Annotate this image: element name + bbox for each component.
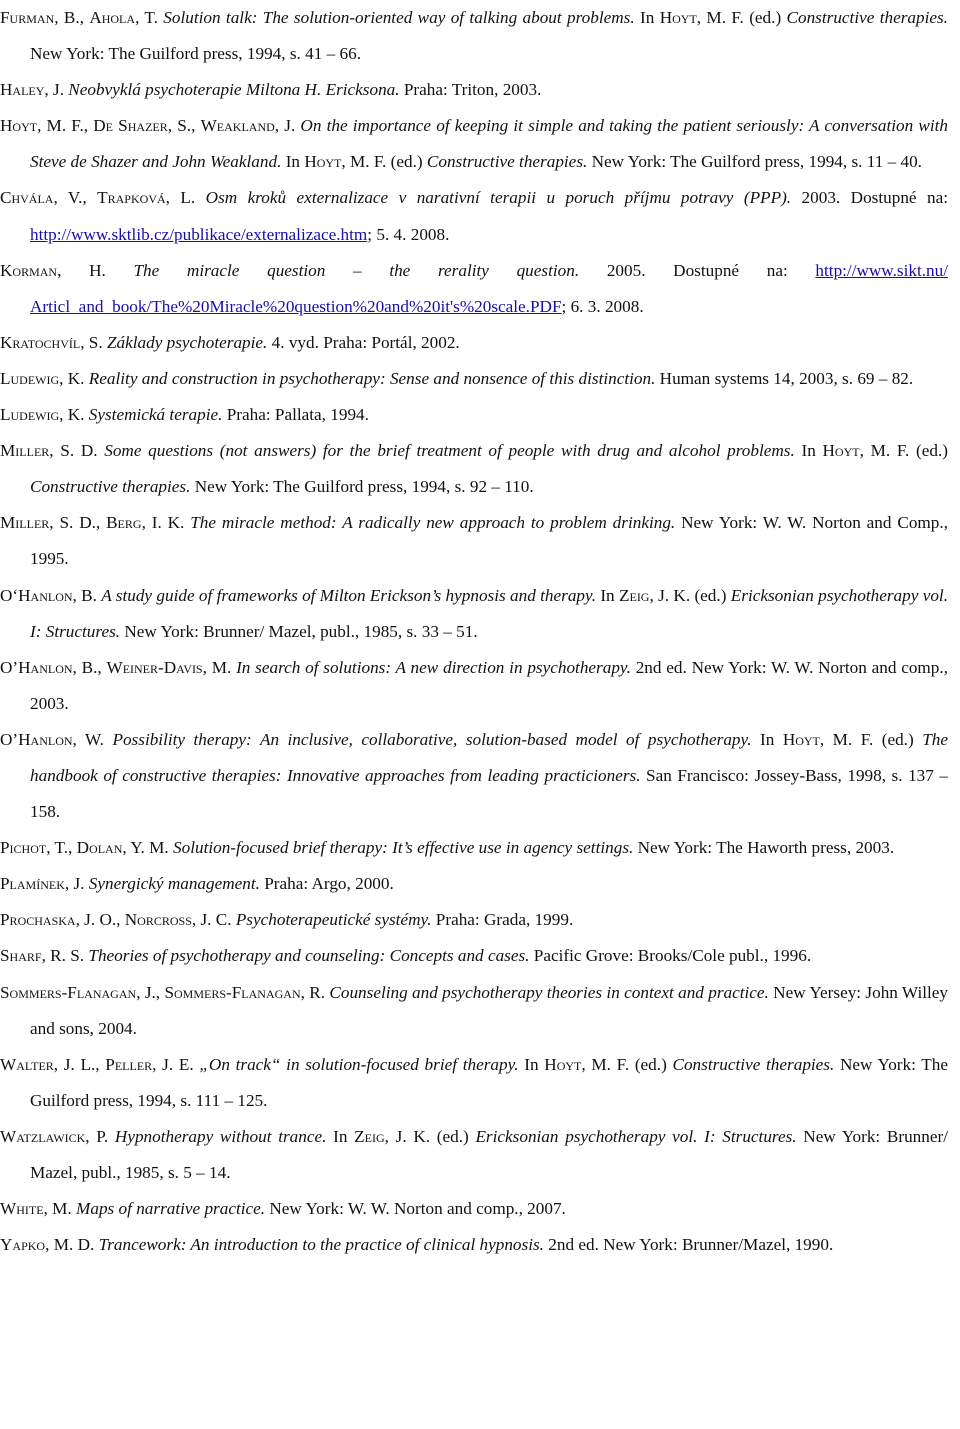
- reference-text: 4. vyd. Praha: Portál, 2002.: [267, 332, 460, 352]
- reference-text: , K.: [59, 405, 89, 425]
- reference-text: In: [751, 729, 783, 749]
- work-title: A study guide of frameworks of Milton Erickson’s hypnosis and therapy.: [101, 585, 596, 605]
- work-title: Trancework: An introduction to the practice of clinical hypnosis.: [98, 1235, 544, 1255]
- author-name: Weakland: [200, 116, 275, 136]
- author-name: Ludewig: [0, 368, 60, 388]
- reference-text: , J.: [64, 874, 89, 894]
- reference-entry: [0, 830, 948, 866]
- reference-text: , H.: [57, 260, 134, 280]
- author-name: Hoyt: [544, 1054, 582, 1074]
- work-title: Ericksonian psychotherapy vol. I: Structures.: [30, 585, 948, 641]
- reference-text: In: [634, 8, 660, 27]
- reference-entry: [0, 361, 948, 397]
- reference-text: , S. D.: [49, 441, 105, 461]
- author-name: Zeig: [618, 585, 650, 605]
- reference-text: , M. F.,: [37, 116, 94, 136]
- reference-text: 2nd ed. New York: W. W. Norton and comp., 2003.: [30, 657, 948, 713]
- work-title: Maps of narrative practice.: [76, 1199, 266, 1219]
- reference-text: , V.,: [53, 188, 98, 208]
- reference-text: New York: W. W. Norton and comp., 2007.: [265, 1199, 566, 1219]
- author-name: Chvála: [0, 188, 54, 208]
- author-name: Sommers-Flanagan: [164, 982, 301, 1002]
- reference-text: , B.,: [54, 8, 90, 27]
- reference-text: , Y. M.: [122, 838, 174, 858]
- reference-text: , J. C.: [191, 910, 236, 930]
- author-name: Miller: [0, 513, 50, 533]
- reference-entry: [0, 866, 948, 902]
- reference-text: , J. L.,: [53, 1054, 106, 1074]
- reference-entry: [0, 975, 948, 1047]
- author-name: Dolan: [76, 838, 123, 858]
- reference-text: New Yersey: John Willey and sons, 2004.: [30, 982, 948, 1038]
- reference-text: In: [326, 1126, 355, 1146]
- author-name: White: [0, 1199, 44, 1219]
- reference-entry: [0, 1047, 948, 1119]
- author-name: Pichot: [0, 838, 47, 858]
- reference-entry: [0, 650, 948, 722]
- work-title: In search of solutions: A new direction in psychotherapy.: [236, 657, 631, 677]
- reference-entry: [0, 253, 948, 325]
- reference-text: , J. K. (ed.): [384, 1126, 476, 1146]
- author-name: Walter: [0, 1054, 54, 1074]
- reference-entry: [0, 902, 948, 938]
- reference-entry: [0, 1227, 948, 1263]
- work-title: Constructive therapies.: [672, 1054, 835, 1074]
- author-name: Hoyt: [0, 116, 38, 136]
- author-name: Hoyt: [659, 8, 697, 27]
- reference-entry: [0, 325, 948, 361]
- author-name: Hoyt: [304, 152, 342, 172]
- author-name: O’Hanlon: [0, 657, 73, 677]
- reference-text: , M. F. (ed.): [819, 729, 923, 749]
- reference-entry: [0, 1191, 948, 1227]
- work-title: Systemická terapie.: [88, 405, 223, 425]
- author-name: Sommers-Flanagan: [0, 982, 137, 1002]
- author-name: Plamínek: [0, 874, 65, 894]
- reference-text: In: [794, 441, 823, 461]
- reference-text: ; 6. 3. 2008.: [561, 296, 644, 316]
- reference-entry: [0, 108, 948, 180]
- reference-text: , M. F. (ed.): [341, 152, 427, 172]
- work-title: Osm kroků externalizace v narativní terapii u poruch příjmu potravy (PPP).: [205, 188, 792, 208]
- reference-text: Praha: Triton, 2003.: [399, 80, 542, 100]
- author-name: O’Hanlon: [0, 729, 73, 749]
- author-name: Watzlawick: [0, 1126, 86, 1146]
- reference-text: 2nd ed. New York: Brunner/Mazel, 1990.: [543, 1235, 834, 1255]
- author-name: Miller: [0, 441, 50, 461]
- reference-text: New York: The Guilford press, 1994, s. 41 – 66.: [30, 44, 362, 64]
- author-name: Ludewig: [0, 405, 60, 425]
- reference-text: New York: W. W. Norton and Comp., 1995.: [30, 513, 948, 569]
- author-name: O‘Hanlon: [0, 585, 73, 605]
- work-title: The handbook of constructive therapies: Innovative approaches from leading practicioners.: [30, 729, 948, 785]
- reference-entry: [0, 180, 948, 252]
- author-name: Kratochvíl: [0, 332, 81, 352]
- reference-text: New York: Brunner/ Mazel, publ., 1985, s. 33 – 51.: [120, 621, 478, 641]
- author-name: Ahola: [89, 8, 136, 27]
- reference-link[interactable]: http://www.sktlib.cz/publikace/externalizace.htm: [30, 224, 368, 244]
- work-title: Constructive therapies.: [426, 152, 588, 172]
- reference-text: Pacific Grove: Brooks/Cole publ., 1996.: [529, 946, 812, 966]
- author-name: Trapková: [97, 188, 166, 208]
- work-title: Reality and construction in psychotherapy: Sense and nonsence of this distinction.: [88, 368, 656, 388]
- work-title: Possibility therapy: An inclusive, collaborative, solution-based model of psychotherapy.: [112, 729, 752, 749]
- author-name: Yapko: [0, 1235, 46, 1255]
- reference-text: , J.: [274, 116, 301, 136]
- author-name: De Shazer: [93, 116, 168, 136]
- reference-text: , K.: [59, 368, 89, 388]
- reference-text: In: [281, 152, 305, 172]
- work-title: Základy psychoterapie.: [106, 332, 268, 352]
- work-title: Solution talk: The solution-oriented way of talking about problems.: [163, 8, 635, 27]
- reference-text: New York: The Haworth press, 2003.: [633, 838, 895, 858]
- reference-text: , W.: [72, 729, 113, 749]
- reference-text: , M.: [43, 1199, 77, 1219]
- reference-text: , M. F. (ed.): [859, 441, 948, 461]
- work-title: The miracle method: A radically new approach to problem drinking.: [190, 513, 676, 533]
- reference-text: , M.: [202, 657, 237, 677]
- work-title: Ericksonian psychotherapy vol. I: Structures.: [475, 1126, 797, 1146]
- author-name: Peller: [105, 1054, 153, 1074]
- reference-text: , P.: [85, 1126, 115, 1146]
- reference-text: , I. K.: [141, 513, 191, 533]
- author-name: Sharf: [0, 946, 42, 966]
- reference-text: In: [596, 585, 619, 605]
- work-title: Theories of psychotherapy and counseling: Concepts and cases.: [88, 946, 530, 966]
- reference-text: , S. D.,: [49, 513, 107, 533]
- reference-text: , J. K. (ed.): [649, 585, 731, 605]
- work-title: Solution-focused brief therapy: It’s effective use in agency settings.: [173, 838, 634, 858]
- author-name: Weiner-Davis: [106, 657, 203, 677]
- reference-text: , B.,: [72, 657, 107, 677]
- reference-entry: [0, 433, 948, 505]
- reference-text: , T.: [135, 8, 164, 27]
- author-name: Prochaska: [0, 910, 76, 930]
- reference-entry: [0, 578, 948, 650]
- reference-text: Praha: Grada, 1999.: [431, 910, 574, 930]
- reference-text: , M. F. (ed.): [696, 8, 787, 27]
- author-name: Korman: [0, 260, 58, 280]
- author-name: Haley: [0, 80, 45, 100]
- work-title: Counseling and psychotherapy theories in context and practice.: [329, 982, 769, 1002]
- work-title: „On track“ in solution-focused brief therapy.: [199, 1054, 519, 1074]
- reference-text: Human systems 14, 2003, s. 69 – 82.: [655, 368, 914, 388]
- reference-entry: [0, 722, 948, 830]
- reference-text: In: [518, 1054, 545, 1074]
- reference-text: , J.: [44, 80, 69, 100]
- reference-text: New York: Brunner/ Mazel, publ., 1985, s. 5 – 14.: [30, 1126, 948, 1182]
- reference-text: ; 5. 4. 2008.: [367, 224, 450, 244]
- reference-text: New York: The Guilford press, 1994, s. 92 – 110.: [190, 477, 534, 497]
- work-title: Neobvyklá psychoterapie Miltona H. Ericksona.: [68, 80, 400, 100]
- reference-text: San Francisco: Jossey-Bass, 1998, s. 137 – 158.: [30, 765, 948, 822]
- reference-text: , S.,: [167, 116, 201, 136]
- author-name: Furman: [0, 8, 55, 27]
- work-title: On the importance of keeping it simple and taking the patient seriously: A conversation with Steve de Shazer and John Weakland.: [30, 116, 948, 172]
- author-name: Hoyt: [782, 729, 820, 749]
- work-title: Psychoterapeutické systémy.: [235, 910, 432, 930]
- author-name: Hoyt: [822, 441, 860, 461]
- reference-entry: [0, 1119, 948, 1191]
- reference-text: , R.: [300, 982, 330, 1002]
- reference-text: , M. D.: [45, 1235, 99, 1255]
- work-title: The miracle question – the rerality question.: [133, 260, 580, 280]
- reference-link[interactable]: http://www.sikt.nu/ Articl_and_book/The%20Miracle%20question%20and%20it's%20scale.PDF: [30, 260, 948, 316]
- reference-text: 2003. Dostupné na:: [791, 188, 948, 208]
- reference-text: , J. E.: [152, 1054, 200, 1074]
- author-name: Berg: [106, 513, 142, 533]
- reference-text: , J. O.,: [75, 910, 125, 930]
- reference-text: 2005. Dostupné na:: [579, 260, 816, 280]
- reference-text: , S.: [80, 332, 107, 352]
- reference-entry: [0, 72, 948, 108]
- reference-text: Praha: Pallata, 1994.: [222, 405, 369, 425]
- work-title: Some questions (not answers) for the brief treatment of people with drug and alcohol problems.: [104, 441, 795, 461]
- work-title: Synergický management.: [88, 874, 260, 894]
- work-title: Constructive therapies.: [786, 8, 948, 27]
- reference-text: , M. F. (ed.): [581, 1054, 673, 1074]
- reference-text: New York: The Guilford press, 1994, s. 111 – 125.: [30, 1054, 948, 1110]
- reference-text: New York: The Guilford press, 1994, s. 11 – 40.: [587, 152, 922, 172]
- reference-entry: [0, 397, 948, 433]
- reference-text: , R. S.: [41, 946, 89, 966]
- reference-text: , L.: [165, 188, 206, 208]
- reference-text: , J.,: [136, 982, 165, 1002]
- reference-entry: [0, 938, 948, 974]
- author-name: Norcross: [124, 910, 192, 930]
- author-name: Zeig: [354, 1126, 385, 1146]
- reference-text: , T.,: [46, 838, 77, 858]
- reference-entry: [0, 505, 948, 577]
- work-title: Constructive therapies.: [30, 477, 191, 497]
- reference-entry: [0, 0, 948, 72]
- reference-text: , B.: [72, 585, 102, 605]
- reference-text: Praha: Argo, 2000.: [259, 874, 394, 894]
- work-title: Hypnotherapy without trance.: [114, 1126, 327, 1146]
